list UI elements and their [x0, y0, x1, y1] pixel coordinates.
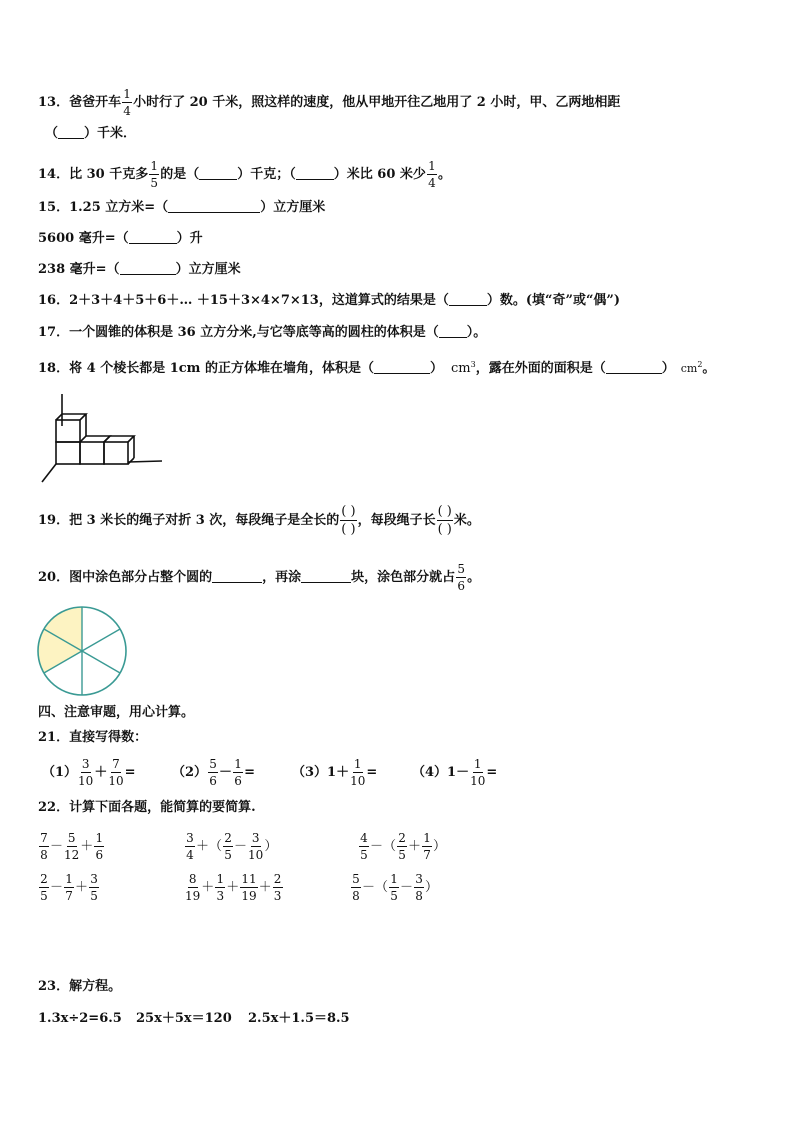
q13-number: 13． [38, 95, 70, 110]
q23-eq-1: 1.3x÷2=6.5 [38, 1011, 122, 1026]
q19-fraction-1[interactable]: $\frac{( )}{( )}$ [341, 504, 356, 537]
q16-line: 16．2＋3＋4＋5＋6＋… ＋15＋3×4×7×13，这道算式的结果是（ ）数。(填“奇”或“偶”) [38, 293, 621, 308]
q18-line: 18．将 4 个棱长都是 1cm 的正方体堆在墙角，体积是（ ） $cm^3$，露在外面的面积是（ ） $cm^2$。 [38, 360, 716, 376]
q22-title: 22．计算下面各题，能简算的要简算. [38, 800, 256, 815]
q15-line1: 15．1.25 立方米=（ ）立方厘米 [38, 200, 326, 215]
q19-line: 19．把 3 米长的绳子对折 3 次，每段绳子是全长的 $\frac{( )}{( )}$ ，每段绳子长 $\frac{( )}{( )}$ 米。 [38, 504, 480, 537]
q21-item-2: （2） $\frac{5}{6}$ － $\frac{1}{6}$ = [172, 757, 255, 788]
q20-fraction: $\frac{5}{6}$ [457, 562, 465, 593]
q13-line2: （ ）千米． [45, 126, 137, 141]
q23-title: 23．解方程。 [38, 979, 122, 994]
q22-r2c1: $\frac{2}{5}$ － $\frac{1}{7}$ ＋ $\frac{3}{5}$ [40, 872, 98, 903]
q17-line: 17．一个圆锥的体积是 36 立方分米,与它等底等高的圆柱的体积是（ ）。 [38, 325, 487, 340]
q15-line2: 5600 毫升=（ ）升 [38, 231, 203, 246]
q21-items [42, 758, 497, 787]
q13-fraction: $\frac{1}{4}$ [123, 87, 131, 118]
q20-line: 20．图中涂色部分占整个圆的 ，再涂 块，涂色部分就占 $\frac{5}{6}$ 。 [38, 562, 481, 593]
q22-r1c3: $\frac{4}{5}$ －（ $\frac{2}{5}$ ＋ $\frac{1}{7}$ ） [360, 831, 447, 862]
q22-r2c2: $\frac{8}{19}$ ＋ $\frac{1}{3}$ ＋ $\frac{11}{19}$ ＋ $\frac{2}{3}$ [185, 872, 282, 903]
q15-blank-3[interactable] [120, 262, 176, 275]
section-4-heading: 四、注意审题，用心计算。 [38, 705, 195, 720]
q18-blank-1[interactable] [374, 361, 430, 374]
q23-eq-2: 25x＋5x＝120 [136, 1011, 232, 1026]
cubes-figure [38, 390, 178, 490]
q13-line1: 13．爸爸开车 $\frac{1}{4}$ 小时行了 20 千米，照这样的速度，他从甲地开往乙地用了 2 小时，甲、乙两地相距 [38, 87, 621, 118]
q18-blank-2[interactable] [606, 361, 662, 374]
q14-blank-1[interactable] [199, 167, 237, 180]
q21-item-3: （3）1＋ $\frac{1}{10}$ = [292, 757, 378, 788]
q20-blank-1[interactable] [212, 570, 262, 583]
circle-figure [36, 605, 128, 697]
q13-answer-blank[interactable] [58, 126, 84, 139]
q22-r1c1: $\frac{7}{8}$ － $\frac{5}{12}$ ＋ $\frac{1}{6}$ [40, 831, 104, 862]
q15-blank-2[interactable] [129, 231, 177, 244]
q22-r2c3: $\frac{5}{8}$ －（ $\frac{1}{5}$ － $\frac{3}{8}$ ） [352, 872, 439, 903]
q15-line3: 238 毫升=（ ）立方厘米 [38, 262, 241, 277]
q19-fraction-2[interactable]: $\frac{( )}{( )}$ [437, 504, 452, 537]
q21-item-4: （4）1－ $\frac{1}{10}$ = [412, 757, 498, 788]
q23-equations [38, 1012, 350, 1025]
q14-line: 14．比 30 千克多 $\frac{1}{5}$ 的是（ ）千克；（ ）米比 60 米少 $\frac{1}{4}$ 。 [38, 159, 451, 190]
q14-blank-2[interactable] [296, 167, 334, 180]
q21-title: 21．直接写得数： [38, 730, 148, 745]
q15-blank-1[interactable] [168, 200, 260, 213]
q14-fraction-1: $\frac{1}{5}$ [150, 159, 159, 190]
q17-blank[interactable] [439, 325, 467, 338]
q23-eq-3: 2.5x＋1.5＝8.5 [248, 1011, 350, 1026]
q22-r1c2: $\frac{3}{4}$ ＋（ $\frac{2}{5}$ － $\frac{3}{10}$ ） [186, 831, 278, 862]
q21-item-1: （1） $\frac{3}{10}$ ＋ $\frac{7}{10}$ = [42, 757, 136, 788]
q14-fraction-2: $\frac{1}{4}$ [428, 159, 436, 190]
q16-blank[interactable] [449, 293, 487, 306]
q20-blank-2[interactable] [301, 570, 351, 583]
